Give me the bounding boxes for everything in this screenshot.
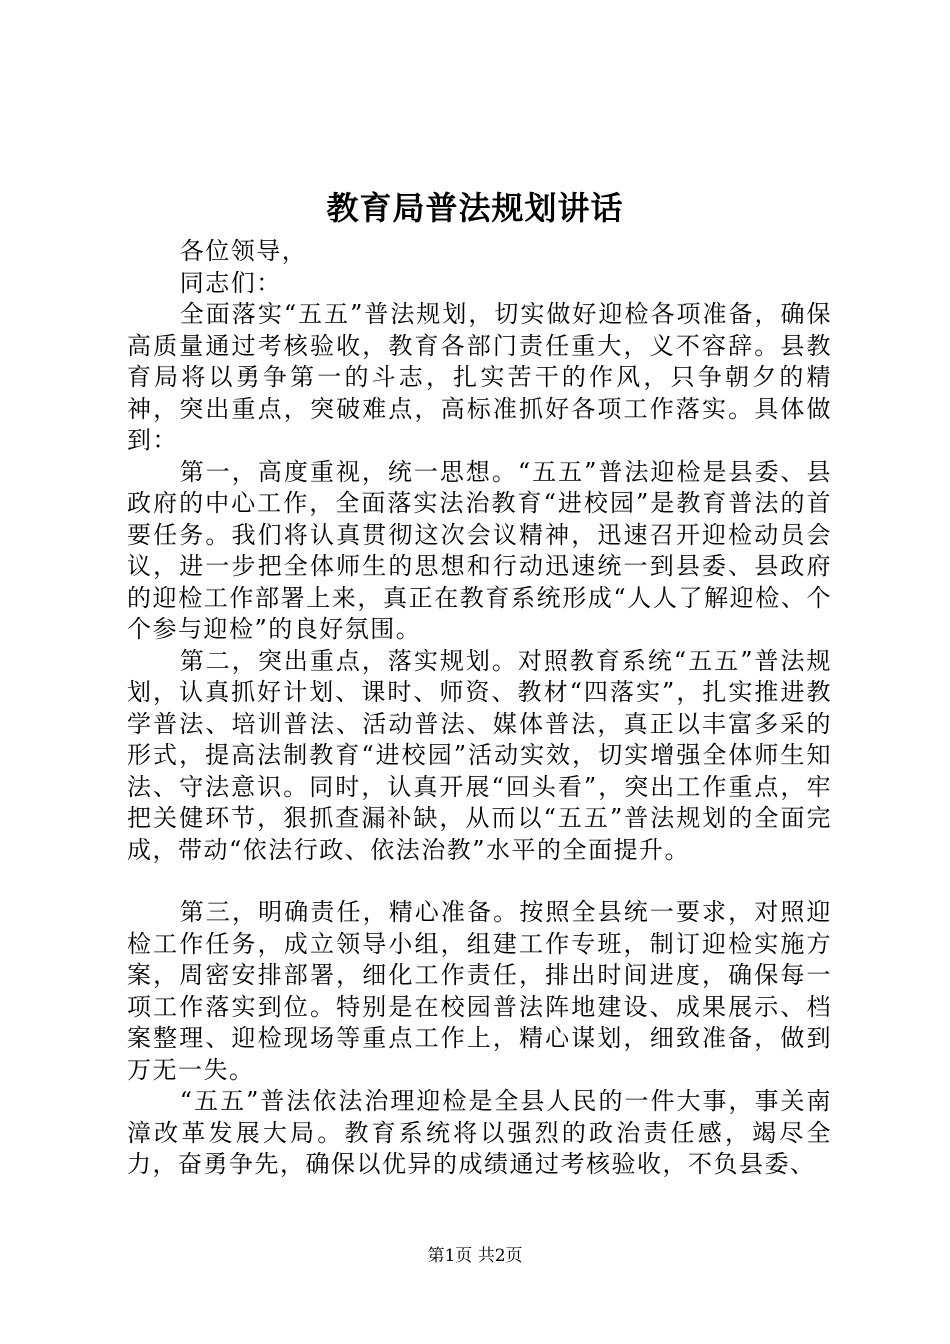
salutation-leaders: 各位领导， (179, 237, 308, 265)
paragraph-first-point: 第一，高度重视，统一思想。“五五”普法迎检是县委、县政府的中心工作，全面落实法治教育“进校园”是教育普法的首要任务。我们将认真贯彻这次会议精神，迅速召开迎检动员会议，进一步把全体师生的思想和行动迅速统一到县委、县政府的迎检工作部署上来，真正在教育系统形成“人人了解迎检、个个参与迎检”的良好氛围。 (127, 457, 832, 643)
paragraph-intro: 全面落实“五五”普法规划，切实做好迎检各项准备，确保高质量通过考核验收，教育各部门责任重大，义不容辞。县教育局将以勇争第一的斗志，扎实苦干的作风，只争朝夕的精神，突出重点，突破难点，高标准抓好各项工作落实。具体做到： (127, 300, 832, 454)
document-body (127, 236, 832, 1181)
page-number-footer: 第1页 共2页 (427, 1246, 523, 1266)
paragraph-closing: “五五”普法依法治理迎检是全县人民的一件大事，事关南漳改革发展大局。教育系统将以强烈的政治责任感，竭尽全力，奋勇争先，确保以优异的成绩通过考核验收，不负县委、 (127, 1087, 832, 1178)
document-title: 教育局普法规划讲话 (326, 189, 624, 227)
paragraph-third-point: 第三，明确责任，精心准备。按照全县统一要求，对照迎检工作任务，成立领导小组，组建工作专班，制订迎检实施方案，周密安排部署，细化工作责任，排出时间进度，确保每一项工作落实到位。特别是在校园普法阵地建设、成果展示、档案整理、迎检现场等重点工作上，精心谋划，细致准备，做到万无一失。 (127, 898, 832, 1084)
paragraph-second-point: 第二，突出重点，落实规划。对照教育系统“五五”普法规划，认真抓好计划、课时、师资、教材“四落实”，扎实推进教学普法、培训普法、活动普法、媒体普法，真正以丰富多采的形式，提高法制教育“进校园”活动实效，切实增强全体师生知法、守法意识。同时，认真开展“回头看”，突出工作重点，牢把关健环节，狠抓查漏补缺，从而以“五五”普法规划的全面完成，带动“依法行政、依法治教”水平的全面提升。 (127, 646, 832, 864)
salutation-comrades: 同志们： (179, 268, 282, 297)
